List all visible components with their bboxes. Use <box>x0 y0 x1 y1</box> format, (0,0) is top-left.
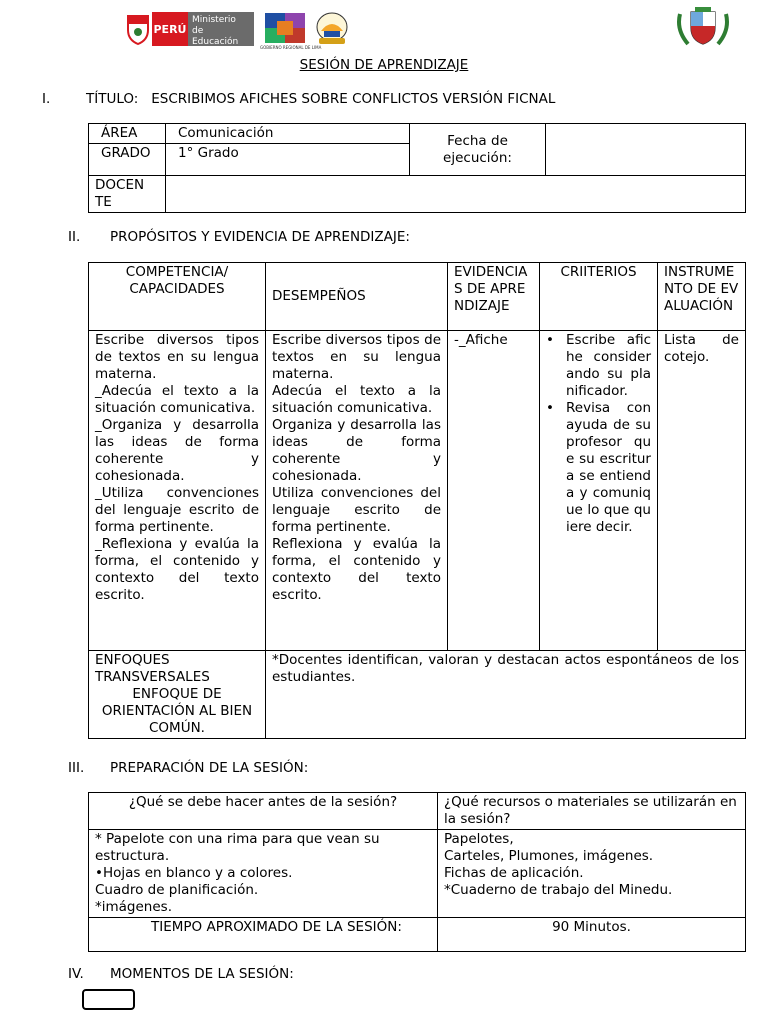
recurso-item: Carteles, Plumones, imágenes. <box>444 848 654 864</box>
ministerio-label: Ministerio de Educación <box>188 12 254 46</box>
tiempo-value: 90 Minutos. <box>438 918 746 952</box>
antes-item: * Papelote con una rima para que vean su estructura. <box>95 831 380 864</box>
section-3-heading: III. PREPARACIÓN DE LA SESIÓN: <box>68 760 309 776</box>
area-value: Comunicación <box>166 124 410 144</box>
desempeno-item: Escribe diversos tipos de textos en su lengua materna. <box>272 332 441 382</box>
header-desempenos: DESEMPEÑOS <box>266 263 448 331</box>
capacidad-item: _Utiliza convenciones del lenguaje escrito de forma pertinente. <box>95 485 259 535</box>
evidencia-cell: -_Afiche <box>448 331 540 651</box>
header-instrumento: INSTRUMENTO DE EVALUACIÓN <box>658 263 746 331</box>
minedu-logo <box>124 12 254 46</box>
header-criterios: CRIITERIOS <box>540 263 658 331</box>
header-antes-sesion: ¿Qué se debe hacer antes de la sesión? <box>89 793 438 830</box>
header-recursos: ¿Qué recursos o materiales se utilizarán en la sesión? <box>438 793 746 830</box>
antes-item: •Hojas en blanco y a colores. <box>95 865 293 881</box>
docente-label: DOCENTE <box>89 176 166 213</box>
desempeno-item: Reflexiona y evalúa la forma, el contenido y contexto del texto escrito. <box>272 536 441 603</box>
info-table <box>88 123 746 213</box>
peru-label: PERÚ <box>152 12 188 46</box>
criterio-item: • Revisa con ayuda de su profesor que su escritura se entienda y comunique lo que quiere decir. <box>566 400 651 536</box>
enfoques-description: *Docentes identifican, valoran y destacan actos espontáneos de los estudiantes. <box>266 651 746 739</box>
enfoque-name: ENFOQUE DE ORIENTACIÓN AL BIEN COMÚN. <box>101 686 253 736</box>
ugel-logo-icon <box>313 11 351 47</box>
desempeno-item: Organiza y desarrolla las ideas de forma coherente y cohesionada. <box>272 417 441 484</box>
tiempo-label: TIEMPO APROXIMADO DE LA SESIÓN: <box>89 918 438 952</box>
competencias-cell <box>89 331 266 651</box>
peru-shield-icon <box>124 12 152 46</box>
preparation-table <box>88 792 746 952</box>
page-title: SESIÓN DE APRENDIZAJE <box>299 57 469 73</box>
antes-item: *imágenes. <box>95 899 172 915</box>
section-4-heading: IV. MOMENTOS DE LA SESIÓN: <box>68 966 294 982</box>
section-2-heading: II. PROPÓSITOS Y EVIDENCIA DE APRENDIZAJE: <box>68 229 410 245</box>
coat-of-arms-icon <box>674 6 732 50</box>
gobierno-regional-logo-icon <box>263 11 307 47</box>
recursos-cell <box>438 830 746 918</box>
docente-value <box>166 176 746 213</box>
antes-sesion-cell <box>89 830 438 918</box>
header-evidencias: EVIDENCIAS DE APRENDIZAJE <box>448 263 540 331</box>
recurso-item: Papelotes, <box>444 831 514 847</box>
enfoques-cell <box>89 651 266 739</box>
purposes-table <box>88 262 746 739</box>
criterios-cell <box>540 331 658 651</box>
desempenos-cell <box>266 331 448 651</box>
fecha-value <box>546 124 746 176</box>
header-competencia: COMPETENCIA/ CAPACIDADES <box>89 263 266 331</box>
gobierno-regional-caption: GOBIERNO REGIONAL DE LIMA <box>260 45 322 50</box>
desempeno-item: Adecúa el texto a la situación comunicativa. <box>272 383 441 416</box>
enfoques-label: ENFOQUES TRANSVERSALES <box>95 652 210 685</box>
antes-item: Cuadro de planificación. <box>95 882 259 898</box>
grado-value: 1° Grado <box>166 144 410 176</box>
criterio-item: • Escribe afiche considerando su planificador. <box>566 332 651 400</box>
capacidad-item: _Adecúa el texto a la situación comunicativa. <box>95 383 259 416</box>
recurso-item: Fichas de aplicación. <box>444 865 584 881</box>
recurso-item: *Cuaderno de trabajo del Minedu. <box>444 882 673 898</box>
instrumento-cell: Lista de cotejo. <box>658 331 746 651</box>
section-1-heading: I. TÍTULO: ESCRIBIMOS AFICHES SOBRE CONFLICTOS VERSIÓN FICNAL <box>42 91 556 107</box>
competencia-item: Escribe diversos tipos de textos en su lengua materna. <box>95 332 259 382</box>
capacidad-item: _Reflexiona y evalúa la forma, el contenido y contexto del texto escrito. <box>95 536 259 603</box>
capacidad-item: _Organiza y desarrolla las ideas de forma coherente y cohesionada. <box>95 417 259 484</box>
moment-box <box>82 989 135 1010</box>
grado-label: GRADO <box>89 144 166 176</box>
fecha-label: Fecha de ejecución: <box>410 124 546 176</box>
area-label: ÁREA <box>89 124 166 144</box>
desempeno-item: Utiliza convenciones del lenguaje escrito de forma pertinente. <box>272 485 441 535</box>
